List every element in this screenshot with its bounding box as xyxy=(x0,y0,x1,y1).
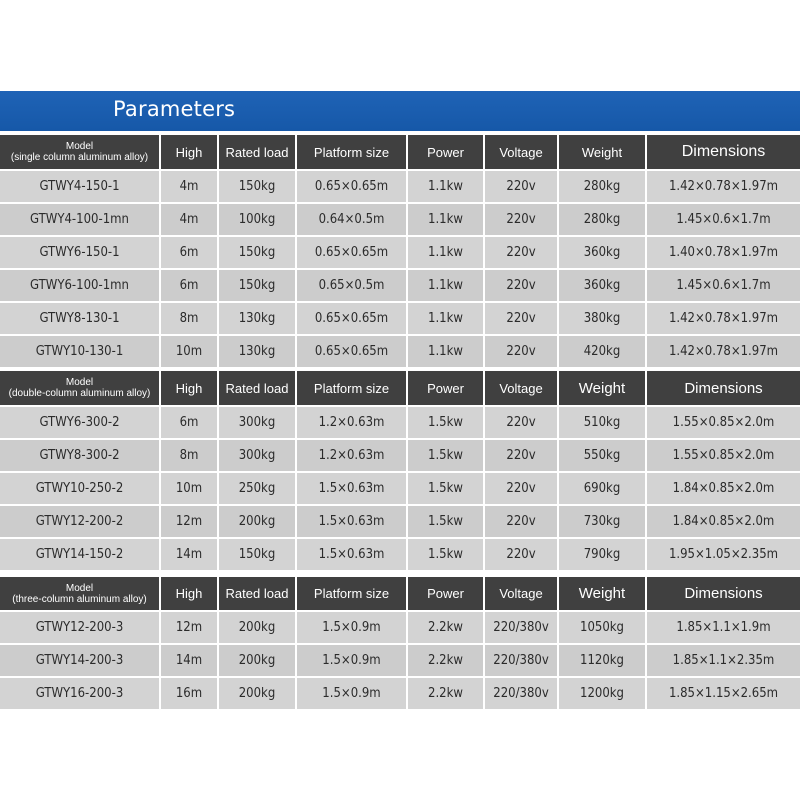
cell-power: 1.5kw xyxy=(408,473,485,504)
page-title: Parameters xyxy=(113,97,236,121)
header-voltage: Voltage xyxy=(485,371,559,405)
cell-rated-load: 200kg xyxy=(219,612,297,643)
header-model xyxy=(0,371,161,405)
header-power: Power xyxy=(408,135,485,169)
table-row xyxy=(0,645,800,678)
cell-power: 1.1kw xyxy=(408,171,485,202)
cell-rated-load: 300kg xyxy=(219,440,297,471)
cell-voltage: 220v xyxy=(485,407,559,438)
cell-platform-size: 1.2×0.63m xyxy=(297,407,408,438)
cell-weight: 790kg xyxy=(559,539,647,570)
cell-dimensions: 1.40×0.78×1.97m xyxy=(668,245,779,260)
cell-model: GTWY12-200-3 xyxy=(0,612,161,643)
cell-high: 4m xyxy=(161,204,219,235)
cell-voltage: 220v xyxy=(485,440,559,471)
header-voltage: Voltage xyxy=(485,135,559,169)
cell-rated-load: 130kg xyxy=(219,336,297,367)
cell-voltage: 220/380v xyxy=(485,612,559,643)
cell-voltage: 220v xyxy=(485,270,559,301)
cell-dimensions: 1.42×0.78×1.97m xyxy=(668,179,779,194)
cell-rated-load: 150kg xyxy=(219,171,297,202)
cell-platform-size: 1.2×0.63m xyxy=(297,440,408,471)
cell-dimensions: 1.42×0.78×1.97m xyxy=(668,344,779,359)
cell-platform-size: 0.64×0.5m xyxy=(297,204,408,235)
cell-weight: 1200kg xyxy=(559,678,647,709)
header-platform-size: Platform size xyxy=(297,135,408,169)
cell-dimensions: 1.95×1.05×2.35m xyxy=(668,547,779,562)
cell-model: GTWY14-150-2 xyxy=(0,539,161,570)
header-high: High xyxy=(161,371,219,405)
cell-dimensions: 1.45×0.6×1.7m xyxy=(676,212,771,227)
cell-weight: 420kg xyxy=(559,336,647,367)
header-model-title: Model xyxy=(65,141,94,152)
cell-weight: 380kg xyxy=(559,303,647,334)
cell-weight: 690kg xyxy=(559,473,647,504)
cell-model: GTWY16-200-3 xyxy=(0,678,161,709)
cell-high: 4m xyxy=(161,171,219,202)
cell-power: 1.1kw xyxy=(408,303,485,334)
cell-platform-size: 0.65×0.65m xyxy=(297,237,408,268)
cell-weight: 280kg xyxy=(559,204,647,235)
cell-high: 12m xyxy=(161,506,219,537)
table-row xyxy=(0,270,800,303)
cell-platform-size: 1.5×0.63m xyxy=(297,539,408,570)
cell-rated-load: 130kg xyxy=(219,303,297,334)
cell-voltage: 220v xyxy=(485,171,559,202)
cell-model: GTWY10-250-2 xyxy=(0,473,161,504)
cell-voltage: 220/380v xyxy=(485,678,559,709)
table-three-column xyxy=(0,577,800,711)
cell-model: GTWY4-100-1mn xyxy=(0,204,161,235)
table-row xyxy=(0,473,800,506)
cell-model: GTWY8-300-2 xyxy=(0,440,161,471)
cell-power: 1.5kw xyxy=(408,407,485,438)
cell-weight: 510kg xyxy=(559,407,647,438)
cell-weight: 1120kg xyxy=(559,645,647,676)
cell-power: 1.1kw xyxy=(408,237,485,268)
cell-weight: 550kg xyxy=(559,440,647,471)
cell-dimensions: 1.85×1.1×1.9m xyxy=(676,620,771,635)
cell-model: GTWY4-150-1 xyxy=(0,171,161,202)
cell-model: GTWY6-100-1mn xyxy=(0,270,161,301)
header-model-subtitle: (double-column aluminum alloy) xyxy=(8,388,151,399)
cell-dimensions: 1.85×1.1×2.35m xyxy=(672,653,775,668)
header-platform-size: Platform size xyxy=(297,371,408,405)
cell-power: 1.1kw xyxy=(408,336,485,367)
header-power: Power xyxy=(408,371,485,405)
cell-rated-load: 100kg xyxy=(219,204,297,235)
table-double-column xyxy=(0,371,800,572)
cell-voltage: 220v xyxy=(485,204,559,235)
cell-weight: 280kg xyxy=(559,171,647,202)
cell-rated-load: 150kg xyxy=(219,270,297,301)
header-high: High xyxy=(161,135,219,169)
title-banner xyxy=(0,91,800,131)
cell-high: 6m xyxy=(161,407,219,438)
table-row xyxy=(0,612,800,645)
cell-high: 6m xyxy=(161,237,219,268)
cell-platform-size: 0.65×0.65m xyxy=(297,336,408,367)
cell-model: GTWY6-150-1 xyxy=(0,237,161,268)
cell-voltage: 220v xyxy=(485,506,559,537)
cell-platform-size: 1.5×0.9m xyxy=(297,645,408,676)
table-header xyxy=(0,371,800,407)
cell-power: 1.1kw xyxy=(408,204,485,235)
cell-platform-size: 0.65×0.65m xyxy=(297,303,408,334)
cell-high: 6m xyxy=(161,270,219,301)
cell-high: 8m xyxy=(161,440,219,471)
table-row xyxy=(0,336,800,369)
cell-weight: 360kg xyxy=(559,237,647,268)
cell-platform-size: 1.5×0.63m xyxy=(297,473,408,504)
cell-voltage: 220v xyxy=(485,303,559,334)
cell-rated-load: 300kg xyxy=(219,407,297,438)
header-rated-load: Rated load xyxy=(219,135,297,169)
table-row xyxy=(0,237,800,270)
cell-power: 1.5kw xyxy=(408,539,485,570)
cell-voltage: 220v xyxy=(485,473,559,504)
cell-dimensions: 1.45×0.6×1.7m xyxy=(676,278,771,293)
cell-weight: 360kg xyxy=(559,270,647,301)
cell-rated-load: 200kg xyxy=(219,645,297,676)
table-single-column xyxy=(0,135,800,369)
cell-high: 16m xyxy=(161,678,219,709)
cell-power: 2.2kw xyxy=(408,645,485,676)
header-model-subtitle: (single column aluminum alloy) xyxy=(10,152,149,163)
cell-power: 2.2kw xyxy=(408,678,485,709)
header-model xyxy=(0,577,161,610)
cell-dimensions: 1.55×0.85×2.0m xyxy=(672,415,775,430)
cell-weight: 1050kg xyxy=(559,612,647,643)
header-model xyxy=(0,135,161,169)
cell-high: 10m xyxy=(161,336,219,367)
header-power: Power xyxy=(408,577,485,610)
cell-platform-size: 1.5×0.63m xyxy=(297,506,408,537)
cell-high: 10m xyxy=(161,473,219,504)
table-header xyxy=(0,577,800,612)
cell-model: GTWY8-130-1 xyxy=(0,303,161,334)
table-header xyxy=(0,135,800,171)
cell-rated-load: 150kg xyxy=(219,237,297,268)
cell-high: 14m xyxy=(161,645,219,676)
table-row xyxy=(0,539,800,572)
table-row xyxy=(0,407,800,440)
cell-voltage: 220v xyxy=(485,237,559,268)
table-row xyxy=(0,506,800,539)
cell-dimensions: 1.42×0.78×1.97m xyxy=(668,311,779,326)
header-voltage: Voltage xyxy=(485,577,559,610)
header-model-title: Model xyxy=(65,377,94,388)
cell-platform-size: 0.65×0.5m xyxy=(297,270,408,301)
cell-high: 14m xyxy=(161,539,219,570)
header-rated-load: Rated load xyxy=(219,371,297,405)
table-row xyxy=(0,678,800,711)
cell-rated-load: 150kg xyxy=(219,539,297,570)
cell-model: GTWY6-300-2 xyxy=(0,407,161,438)
cell-power: 2.2kw xyxy=(408,612,485,643)
cell-power: 1.5kw xyxy=(408,440,485,471)
cell-rated-load: 200kg xyxy=(219,678,297,709)
cell-power: 1.1kw xyxy=(408,270,485,301)
cell-dimensions: 1.85×1.15×2.65m xyxy=(668,686,779,701)
cell-voltage: 220v xyxy=(485,336,559,367)
cell-platform-size: 0.65×0.65m xyxy=(297,171,408,202)
header-weight: Weight xyxy=(559,577,647,610)
cell-model: GTWY14-200-3 xyxy=(0,645,161,676)
cell-high: 12m xyxy=(161,612,219,643)
header-dimensions: Dimensions xyxy=(684,379,763,397)
header-platform-size: Platform size xyxy=(297,577,408,610)
cell-rated-load: 200kg xyxy=(219,506,297,537)
cell-voltage: 220v xyxy=(485,539,559,570)
header-rated-load: Rated load xyxy=(219,577,297,610)
cell-platform-size: 1.5×0.9m xyxy=(297,678,408,709)
table-row xyxy=(0,440,800,473)
cell-voltage: 220/380v xyxy=(485,645,559,676)
table-row xyxy=(0,204,800,237)
cell-high: 8m xyxy=(161,303,219,334)
cell-model: GTWY10-130-1 xyxy=(0,336,161,367)
table-row xyxy=(0,303,800,336)
header-model-title: Model xyxy=(65,582,94,594)
cell-dimensions: 1.84×0.85×2.0m xyxy=(672,514,775,529)
cell-rated-load: 250kg xyxy=(219,473,297,504)
table-row xyxy=(0,171,800,204)
header-model-subtitle: (three-column aluminum alloy) xyxy=(12,593,147,605)
header-dimensions: Dimensions xyxy=(684,585,763,602)
header-weight: Weight xyxy=(559,135,647,169)
cell-dimensions: 1.84×0.85×2.0m xyxy=(672,481,775,496)
header-weight: Weight xyxy=(559,371,647,405)
header-high: High xyxy=(161,577,219,610)
cell-platform-size: 1.5×0.9m xyxy=(297,612,408,643)
cell-weight: 730kg xyxy=(559,506,647,537)
cell-power: 1.5kw xyxy=(408,506,485,537)
cell-dimensions: 1.55×0.85×2.0m xyxy=(672,448,775,463)
cell-model: GTWY12-200-2 xyxy=(0,506,161,537)
header-dimensions: Dimensions xyxy=(681,143,766,160)
